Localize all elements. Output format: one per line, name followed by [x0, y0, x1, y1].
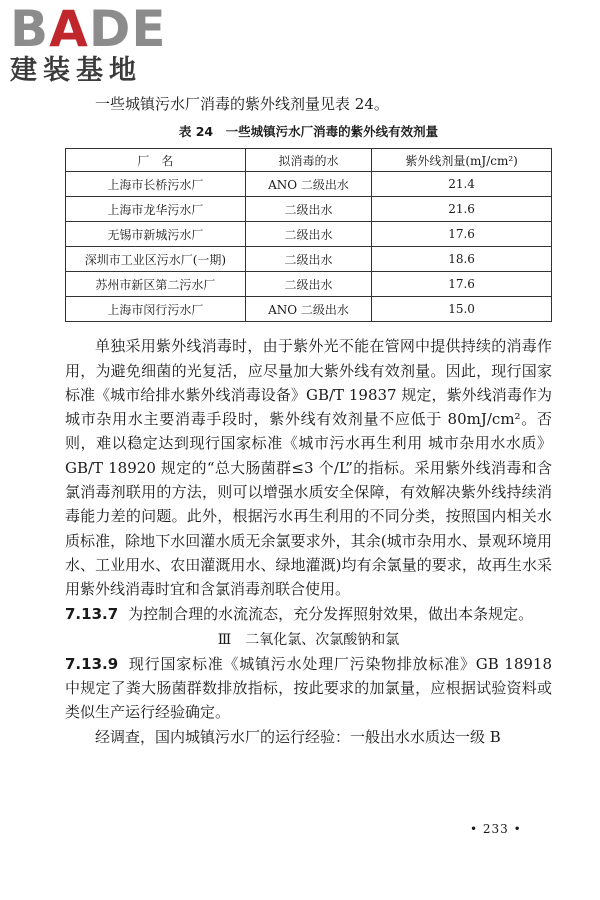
- clause-text: 现行国家标准《城镇污水处理厂污染物排放标准》GB 18918 中规定了粪大肠菌群数排放指标，按此要求的加氯量，应根据试验资料或类似生产运行经验确定。: [65, 654, 552, 722]
- cell-water: ANO 二级出水: [245, 297, 371, 322]
- cell-plant: 无锡市新城污水厂: [66, 222, 246, 247]
- cell-dose: 21.4: [372, 172, 552, 197]
- cell-dose: 18.6: [372, 247, 552, 272]
- clause-number: 7.13.9: [65, 654, 119, 673]
- paragraph-uv-disinfection: 单独采用紫外线消毒时，由于紫外光不能在管网中提供持续的消毒作用，为避免细菌的光复活，应尽量加大紫外线有效剂量。因此，现行国家标准《城市给排水紫外线消毒设备》GB/T 19837 规定，紫外线消毒作为城市杂用水主要消毒手段时，紫外线有效剂量不应低于 80mJ/cm²。否则，难以稳定达到现行国家标准《城市污水再生利用 城市杂用水水质》GB/T 18920 规定的“总大肠菌群≤3 个/L”的指标。采用紫外线消毒和含氯消毒剂联用的方法，则可以增强水质安全保障，有效解决紫外线持续消毒能力差的问题。此外，根据污水再生利用的不同分类，按照国内相关水质标准，除地下水回灌水质无余氯要求外，其余(城市杂用水、景观环境用水、工业用水、农田灌溉用水、绿地灌溉)均有余氯量的要求，故再生水采用紫外线消毒时宜和含氯消毒剂联合使用。: [65, 337, 552, 599]
- clause-7-13-7: [65, 602, 552, 626]
- table-row: [66, 272, 552, 297]
- cell-dose: 17.6: [372, 272, 552, 297]
- page-content: [65, 92, 552, 749]
- cell-plant: 上海市闵行污水厂: [66, 297, 246, 322]
- cell-dose: 21.6: [372, 197, 552, 222]
- clause-7-13-9: [65, 652, 552, 725]
- cell-water: 二级出水: [245, 222, 371, 247]
- cell-plant: 上海市长桥污水厂: [66, 172, 246, 197]
- cell-water: 二级出水: [245, 197, 371, 222]
- table-row: [66, 172, 552, 197]
- logo-wordmark: BADE: [10, 0, 167, 58]
- cell-dose: 17.6: [372, 222, 552, 247]
- header-plant-name: 厂 名: [66, 149, 246, 172]
- cell-plant: 上海市龙华污水厂: [66, 197, 246, 222]
- cell-water: 二级出水: [245, 247, 371, 272]
- table-row: [66, 297, 552, 322]
- section-heading: Ⅲ 二氧化氯、次氯酸钠和氯: [217, 631, 400, 648]
- table-title: 表 24 一些城镇污水厂消毒的紫外线有效剂量: [178, 124, 439, 140]
- cell-plant: 苏州市新区第二污水厂: [66, 272, 246, 297]
- clause-text: 为控制合理的水流流态，充分发挥照射效果，做出本条规定。: [128, 604, 534, 623]
- paragraph-survey: 经调查，国内城镇污水厂的运行经验：一般出水水质达一级 B: [95, 727, 501, 746]
- clause-number: 7.13.7: [65, 604, 119, 623]
- header-uv-dose: 紫外线剂量(mJ/cm²): [372, 149, 552, 172]
- uv-dose-table: [65, 148, 552, 322]
- intro-line: 一些城镇污水厂消毒的紫外线剂量见表 24。: [95, 95, 389, 113]
- page-number: • 233 •: [470, 822, 522, 836]
- logo-accent-letter: A: [49, 0, 89, 58]
- table-row: [66, 222, 552, 247]
- table-row: [66, 197, 552, 222]
- cell-plant: 深圳市工业区污水厂(一期): [66, 247, 246, 272]
- cell-dose: 15.0: [372, 297, 552, 322]
- table-row: [66, 247, 552, 272]
- brand-logo: [10, 0, 180, 86]
- cell-water: 二级出水: [245, 272, 371, 297]
- table-header-row: [66, 149, 552, 172]
- logo-subtitle: 建装基地: [10, 55, 142, 86]
- cell-water: ANO 二级出水: [245, 172, 371, 197]
- header-water-type: 拟消毒的水: [245, 149, 371, 172]
